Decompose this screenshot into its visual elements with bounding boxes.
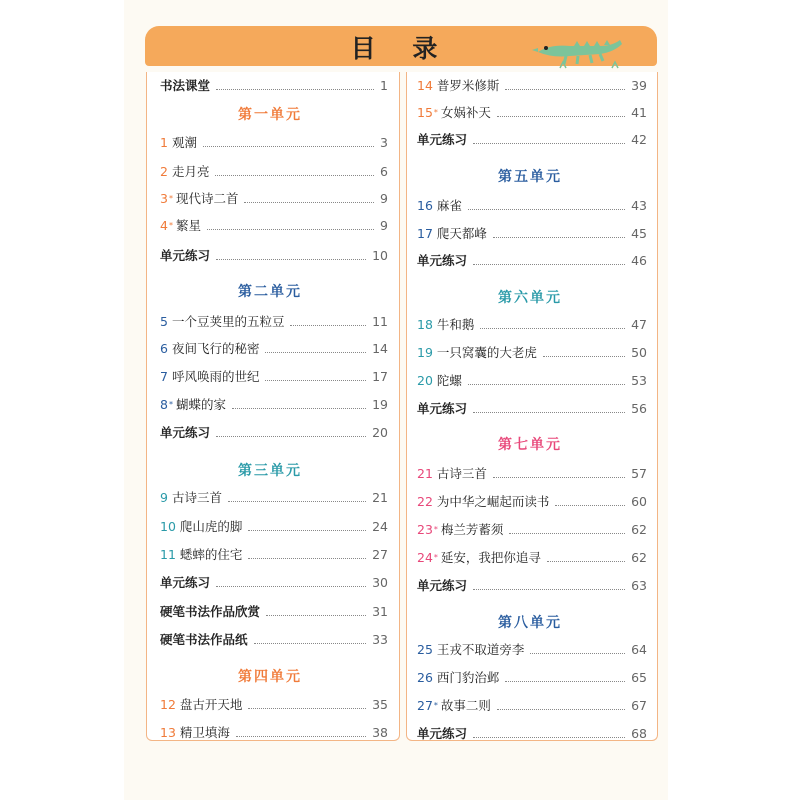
- entry-title: 延安，我把你追寻: [440, 550, 541, 565]
- optional-marker: *: [168, 193, 173, 203]
- lesson-number: 12: [160, 696, 176, 712]
- dot-leader: [473, 404, 625, 413]
- lesson-number: 8: [160, 396, 168, 412]
- dot-leader: [290, 317, 366, 326]
- entry-title: 蟋蟀的住宅: [179, 547, 243, 562]
- optional-marker: *: [168, 220, 173, 230]
- page-number: 19: [372, 396, 388, 412]
- section-entry[interactable]: [417, 249, 647, 271]
- lesson-number: 16: [417, 197, 433, 213]
- dot-leader: [543, 348, 625, 357]
- entry-title: 爬天都峰: [436, 226, 487, 241]
- lesson-number: 17: [417, 225, 433, 241]
- section-entry[interactable]: [160, 244, 388, 266]
- lesson-entry[interactable]: [160, 393, 388, 415]
- page-number: 46: [631, 252, 647, 268]
- unit-heading: 第八单元: [498, 615, 562, 631]
- dot-leader: [509, 525, 625, 534]
- lesson-number: 9: [160, 489, 168, 505]
- entry-title: 单元练习: [417, 578, 468, 593]
- page-number: 63: [631, 577, 647, 593]
- entry-title: 梅兰芳蓄须: [440, 522, 504, 537]
- page-number: 60: [631, 493, 647, 509]
- lesson-entry[interactable]: [417, 222, 647, 244]
- entry-title: 为中华之崛起而读书: [436, 494, 550, 509]
- entry-title: 硬笔书法作品欣赏: [160, 604, 261, 619]
- page-number: 39: [631, 77, 647, 93]
- entry-title: 繁星: [175, 218, 201, 233]
- page-number: 6: [380, 163, 388, 179]
- page-number: 3: [380, 134, 388, 150]
- lesson-entry[interactable]: [160, 365, 388, 387]
- page-number: 57: [631, 465, 647, 481]
- entry-title: 王戎不取道旁李: [436, 642, 525, 657]
- dot-leader: [480, 320, 625, 329]
- page-number: 65: [631, 669, 647, 685]
- entry-title: 爬山虎的脚: [179, 519, 243, 534]
- entry-title: 单元练习: [417, 132, 468, 147]
- section-entry[interactable]: [160, 571, 388, 593]
- entry-title: 古诗三首: [436, 466, 487, 481]
- unit-heading: 第五单元: [498, 169, 562, 185]
- page-number: 1: [380, 77, 388, 93]
- lesson-entry[interactable]: [417, 313, 647, 335]
- entry-title: 女娲补天: [440, 105, 491, 120]
- entry-title: 故事二则: [440, 698, 491, 713]
- unit-heading: 第七单元: [498, 437, 562, 453]
- section-entry[interactable]: [417, 574, 647, 596]
- dot-leader: [497, 108, 625, 117]
- lesson-entry[interactable]: [417, 518, 647, 540]
- dot-leader: [473, 581, 625, 590]
- page-number: 30: [372, 574, 388, 590]
- entry-title: 夜间飞行的秘密: [171, 341, 260, 356]
- dot-leader: [505, 81, 625, 90]
- entry-title: 走月亮: [171, 164, 210, 179]
- dot-leader: [207, 221, 374, 230]
- entry-title: 普罗米修斯: [436, 78, 500, 93]
- dot-leader: [265, 344, 366, 353]
- lesson-entry[interactable]: [160, 721, 388, 743]
- lesson-entry[interactable]: [417, 341, 647, 363]
- entry-title: 古诗三首: [171, 490, 222, 505]
- optional-marker: *: [433, 552, 438, 562]
- dot-leader: [473, 135, 625, 144]
- page-number: 27: [372, 546, 388, 562]
- optional-marker: *: [433, 700, 438, 710]
- lesson-number: 5: [160, 313, 168, 329]
- dot-leader: [216, 428, 366, 437]
- lesson-entry[interactable]: [160, 310, 388, 332]
- unit-heading: 第三单元: [238, 463, 302, 479]
- page-number: 20: [372, 424, 388, 440]
- section-entry[interactable]: [160, 628, 388, 650]
- entry-title: 单元练习: [417, 401, 468, 416]
- lesson-entry[interactable]: [160, 214, 388, 236]
- page-number: 24: [372, 518, 388, 534]
- dot-leader: [468, 376, 625, 385]
- lesson-number: 3: [160, 190, 168, 206]
- section-entry[interactable]: [417, 722, 647, 744]
- lesson-number: 23: [417, 521, 433, 537]
- dot-leader: [248, 700, 366, 709]
- entry-title: 蝴蝶的家: [175, 397, 226, 412]
- entry-title: 单元练习: [417, 726, 468, 741]
- dot-leader: [497, 701, 625, 710]
- optional-marker: *: [433, 107, 438, 117]
- page-number: 38: [372, 724, 388, 740]
- lesson-entry[interactable]: [160, 543, 388, 565]
- lesson-number: 18: [417, 316, 433, 332]
- dot-leader: [473, 256, 625, 265]
- entry-title: 一只窝囊的大老虎: [436, 345, 537, 360]
- unit-heading: 第六单元: [498, 290, 562, 306]
- optional-marker: *: [168, 399, 173, 409]
- page-number: 68: [631, 725, 647, 741]
- dot-leader: [505, 673, 625, 682]
- lesson-entry[interactable]: [417, 546, 647, 568]
- unit-heading: 第四单元: [238, 669, 302, 685]
- lesson-number: 20: [417, 372, 433, 388]
- dot-leader: [473, 729, 625, 738]
- dot-leader: [248, 550, 366, 559]
- lesson-entry[interactable]: [160, 515, 388, 537]
- page-number: 11: [372, 313, 388, 329]
- dot-leader: [244, 194, 374, 203]
- page-number: 33: [372, 631, 388, 647]
- dot-leader: [236, 728, 366, 737]
- dot-leader: [248, 522, 366, 531]
- lesson-number: 15: [417, 104, 433, 120]
- page-number: 47: [631, 316, 647, 332]
- dot-leader: [254, 635, 367, 644]
- entry-title: 观潮: [171, 135, 197, 150]
- lesson-entry[interactable]: [417, 462, 647, 484]
- lesson-number: 14: [417, 77, 433, 93]
- dot-leader: [203, 138, 374, 147]
- lesson-entry[interactable]: [417, 101, 647, 123]
- crocodile-icon: [530, 32, 625, 72]
- entry-title: 麻雀: [436, 198, 462, 213]
- page-title: 目 录: [350, 34, 452, 63]
- entry-title: 盘古开天地: [179, 697, 243, 712]
- page-number: 10: [372, 247, 388, 263]
- page-number: 41: [631, 104, 647, 120]
- page-number: 67: [631, 697, 647, 713]
- page-number: 21: [372, 489, 388, 505]
- lesson-number: 10: [160, 518, 176, 534]
- page-number: 50: [631, 344, 647, 360]
- page-number: 9: [380, 217, 388, 233]
- lesson-number: 19: [417, 344, 433, 360]
- lesson-entry[interactable]: [417, 638, 647, 660]
- lesson-number: 2: [160, 163, 168, 179]
- page-number: 31: [372, 603, 388, 619]
- dot-leader: [216, 251, 366, 260]
- dot-leader: [493, 229, 625, 238]
- lesson-entry[interactable]: [417, 694, 647, 716]
- dot-leader: [493, 469, 625, 478]
- lesson-entry[interactable]: [417, 194, 647, 216]
- lesson-number: 26: [417, 669, 433, 685]
- lesson-number: 25: [417, 641, 433, 657]
- lesson-entry[interactable]: [160, 160, 388, 182]
- entry-title: 牛和鹅: [436, 317, 475, 332]
- lesson-entry[interactable]: [417, 74, 647, 96]
- page-number: 14: [372, 340, 388, 356]
- entry-title: 现代诗二首: [175, 191, 239, 206]
- lesson-entry[interactable]: [160, 337, 388, 359]
- page-number: 53: [631, 372, 647, 388]
- unit-heading: 第一单元: [238, 107, 302, 123]
- lesson-entry[interactable]: [160, 486, 388, 508]
- lesson-number: 27: [417, 697, 433, 713]
- page-number: 43: [631, 197, 647, 213]
- dot-leader: [555, 497, 625, 506]
- dot-leader: [530, 645, 625, 654]
- page-number: 62: [631, 521, 647, 537]
- page-number: 64: [631, 641, 647, 657]
- lesson-entry[interactable]: [417, 666, 647, 688]
- page-number: 35: [372, 696, 388, 712]
- unit-heading: 第二单元: [238, 284, 302, 300]
- lesson-entry[interactable]: [417, 490, 647, 512]
- page-number: 9: [380, 190, 388, 206]
- lesson-number: 22: [417, 493, 433, 509]
- section-entry[interactable]: [160, 600, 388, 622]
- dot-leader: [232, 400, 366, 409]
- lesson-number: 1: [160, 134, 168, 150]
- lesson-entry[interactable]: [417, 369, 647, 391]
- lesson-number: 7: [160, 368, 168, 384]
- entry-title: 单元练习: [417, 253, 468, 268]
- lesson-entry[interactable]: [160, 693, 388, 715]
- entry-title: 硬笔书法作品纸: [160, 632, 248, 647]
- lesson-number: 24: [417, 549, 433, 565]
- dot-leader: [266, 607, 366, 616]
- entry-title: 陀螺: [436, 373, 462, 388]
- section-entry[interactable]: [160, 421, 388, 443]
- entry-title: 单元练习: [160, 575, 211, 590]
- dot-leader: [265, 372, 366, 381]
- lesson-entry[interactable]: [160, 187, 388, 209]
- dot-leader: [216, 81, 374, 90]
- section-entry[interactable]: [160, 74, 388, 96]
- page-number: 42: [631, 131, 647, 147]
- dot-leader: [228, 493, 366, 502]
- page-number: 62: [631, 549, 647, 565]
- dot-leader: [547, 553, 625, 562]
- lesson-number: 13: [160, 724, 176, 740]
- entry-title: 精卫填海: [179, 725, 230, 740]
- lesson-number: 11: [160, 546, 176, 562]
- entry-title: 书法课堂: [160, 78, 211, 93]
- optional-marker: *: [433, 524, 438, 534]
- lesson-entry[interactable]: [160, 131, 388, 153]
- page-number: 56: [631, 400, 647, 416]
- entry-title: 单元练习: [160, 425, 211, 440]
- dot-leader: [216, 578, 366, 587]
- section-entry[interactable]: [417, 397, 647, 419]
- entry-title: 呼风唤雨的世纪: [171, 369, 260, 384]
- entry-title: 一个豆荚里的五粒豆: [171, 314, 285, 329]
- page-number: 45: [631, 225, 647, 241]
- page-number: 17: [372, 368, 388, 384]
- dot-leader: [468, 201, 625, 210]
- dot-leader: [215, 167, 374, 176]
- section-entry[interactable]: [417, 128, 647, 150]
- lesson-number: 21: [417, 465, 433, 481]
- entry-title: 西门豹治邺: [436, 670, 500, 685]
- lesson-number: 6: [160, 340, 168, 356]
- entry-title: 单元练习: [160, 248, 211, 263]
- lesson-number: 4: [160, 217, 168, 233]
